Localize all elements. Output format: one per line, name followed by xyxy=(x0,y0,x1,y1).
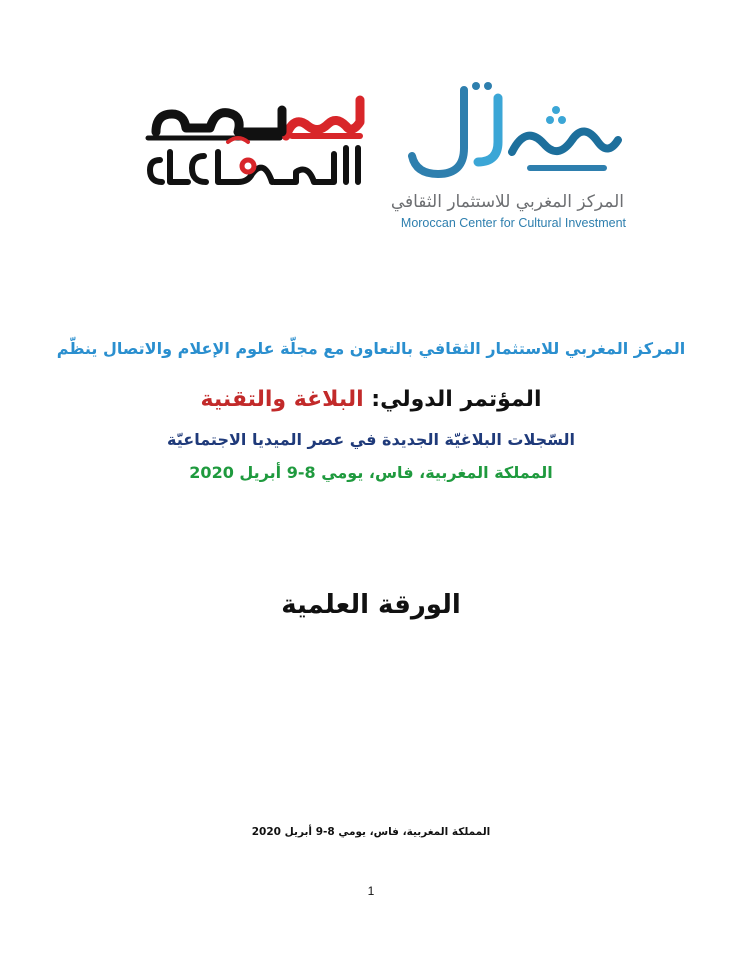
center-name-arabic: المركز المغربي للاستثمار الثقافي xyxy=(390,192,624,212)
page-number: 1 xyxy=(367,884,375,898)
center-logo xyxy=(380,78,630,238)
conference-place-date: المملكة المغربية، فاس، يومي 8-9 أبريل 2020 xyxy=(189,463,553,482)
conference-theme: البلاغة والتقنية xyxy=(200,387,364,412)
paper-title: الورقة العلمية xyxy=(281,590,461,620)
journal-logo xyxy=(136,92,368,198)
center-name-english: Moroccan Center for Cultural Investment xyxy=(400,216,626,230)
conference-title xyxy=(0,387,742,412)
organizer-line: المركز المغربي للاستثمار الثقافي بالتعاون مع مجلّة علوم الإعلام والاتصال ينظّم xyxy=(56,339,686,358)
footer-place-date: المملكة المغربية، فاس، يومي 8-9 أبريل 2020 xyxy=(251,826,491,838)
conference-subtitle: السّجلات البلاغيّة الجديدة في عصر الميديا الاجتماعيّة xyxy=(167,430,575,449)
conference-prefix: المؤتمر الدولي: xyxy=(363,387,542,412)
center-logo-graphic xyxy=(380,78,630,188)
journal-logo-graphic xyxy=(136,92,368,198)
